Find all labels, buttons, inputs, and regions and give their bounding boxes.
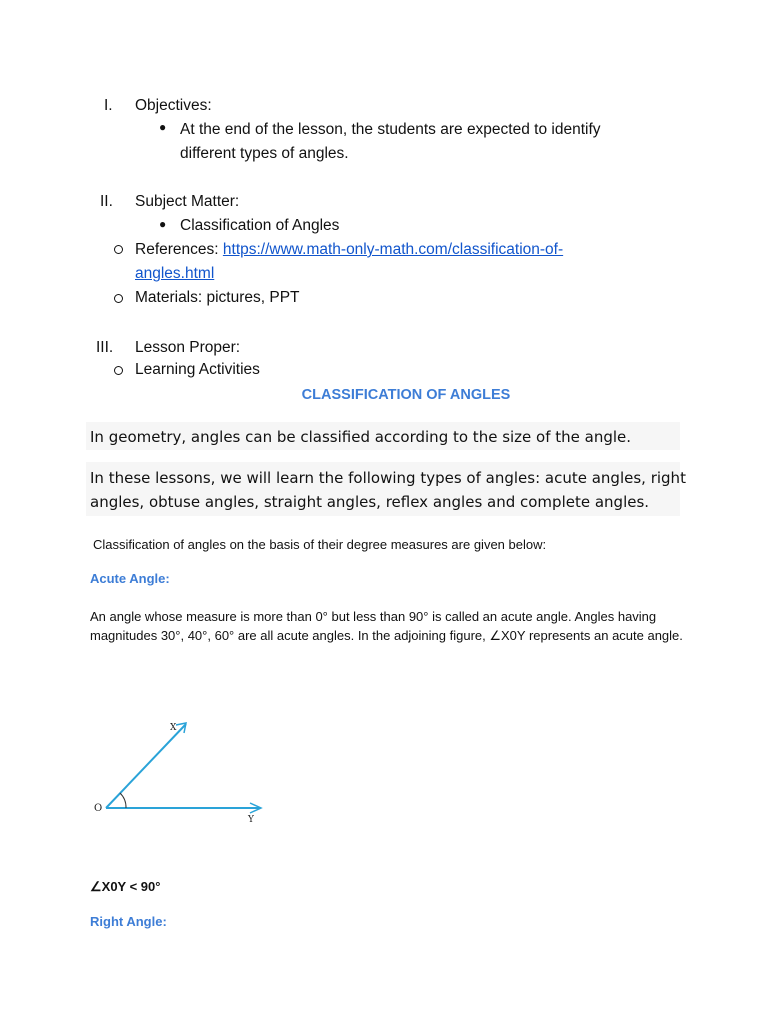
intro-paragraph-1: In geometry, angles can be classified according to the size of the angle. — [90, 428, 632, 446]
bullet-circle-icon — [114, 366, 123, 375]
article-title: CLASSIFICATION OF ANGLES — [301, 387, 511, 403]
bullet-circle-icon — [114, 294, 123, 303]
subject-bullet: Classification of Angles — [180, 217, 340, 234]
angle-arc — [120, 793, 126, 808]
section-numeral: III. — [96, 339, 114, 356]
acute-angle-figure — [90, 712, 280, 832]
right-angle-heading: Right Angle: — [90, 914, 167, 929]
acute-angle-heading: Acute Angle: — [90, 571, 170, 586]
intro-paragraph-2: In these lessons, we will learn the following types of angles: acute angles, right angles, obtuse angles, straight angles, reflex angles and complete angles. — [90, 469, 686, 511]
references-line — [135, 238, 563, 262]
ray-ox — [106, 724, 186, 808]
section-heading-subject-matter: Subject Matter: — [135, 193, 240, 210]
section-numeral: II. — [100, 193, 113, 210]
section-numeral: I. — [104, 97, 113, 114]
bullet-circle-icon — [114, 245, 123, 254]
acute-angle-description: An angle whose measure is more than 0° but less than 90° is called an acute angle. Angles having magnitudes 30°, 40°, 60° are all acute angles. In the adjoining figure, ∠X0Y represents an acute angle. — [90, 609, 683, 643]
learning-activities: Learning Activities — [135, 361, 260, 378]
section-heading-objectives: Objectives: — [135, 97, 212, 114]
objective-line: different types of angles. — [180, 145, 349, 162]
basis-text: Classification of angles on the basis of their degree measures are given below: — [93, 537, 547, 552]
references-link[interactable]: https://www.math-only-math.com/classification-of- — [222, 241, 564, 258]
label-y: Y — [248, 815, 254, 825]
label-x: X — [170, 723, 177, 733]
references-link-continued — [135, 262, 214, 286]
materials-line: Materials: pictures, PPT — [135, 289, 300, 306]
bullet-dot-icon: ● — [159, 120, 167, 134]
objective-line: At the end of the lesson, the students are expected to identify — [180, 121, 601, 138]
references-label: References: — [135, 241, 223, 258]
acute-angle-formula: ∠X0Y < 90° — [90, 879, 161, 894]
references-link-line2[interactable]: angles.html — [135, 265, 215, 282]
bullet-dot-icon: ● — [159, 217, 167, 231]
label-o: O — [94, 803, 103, 814]
section-heading-lesson-proper: Lesson Proper: — [135, 339, 241, 356]
